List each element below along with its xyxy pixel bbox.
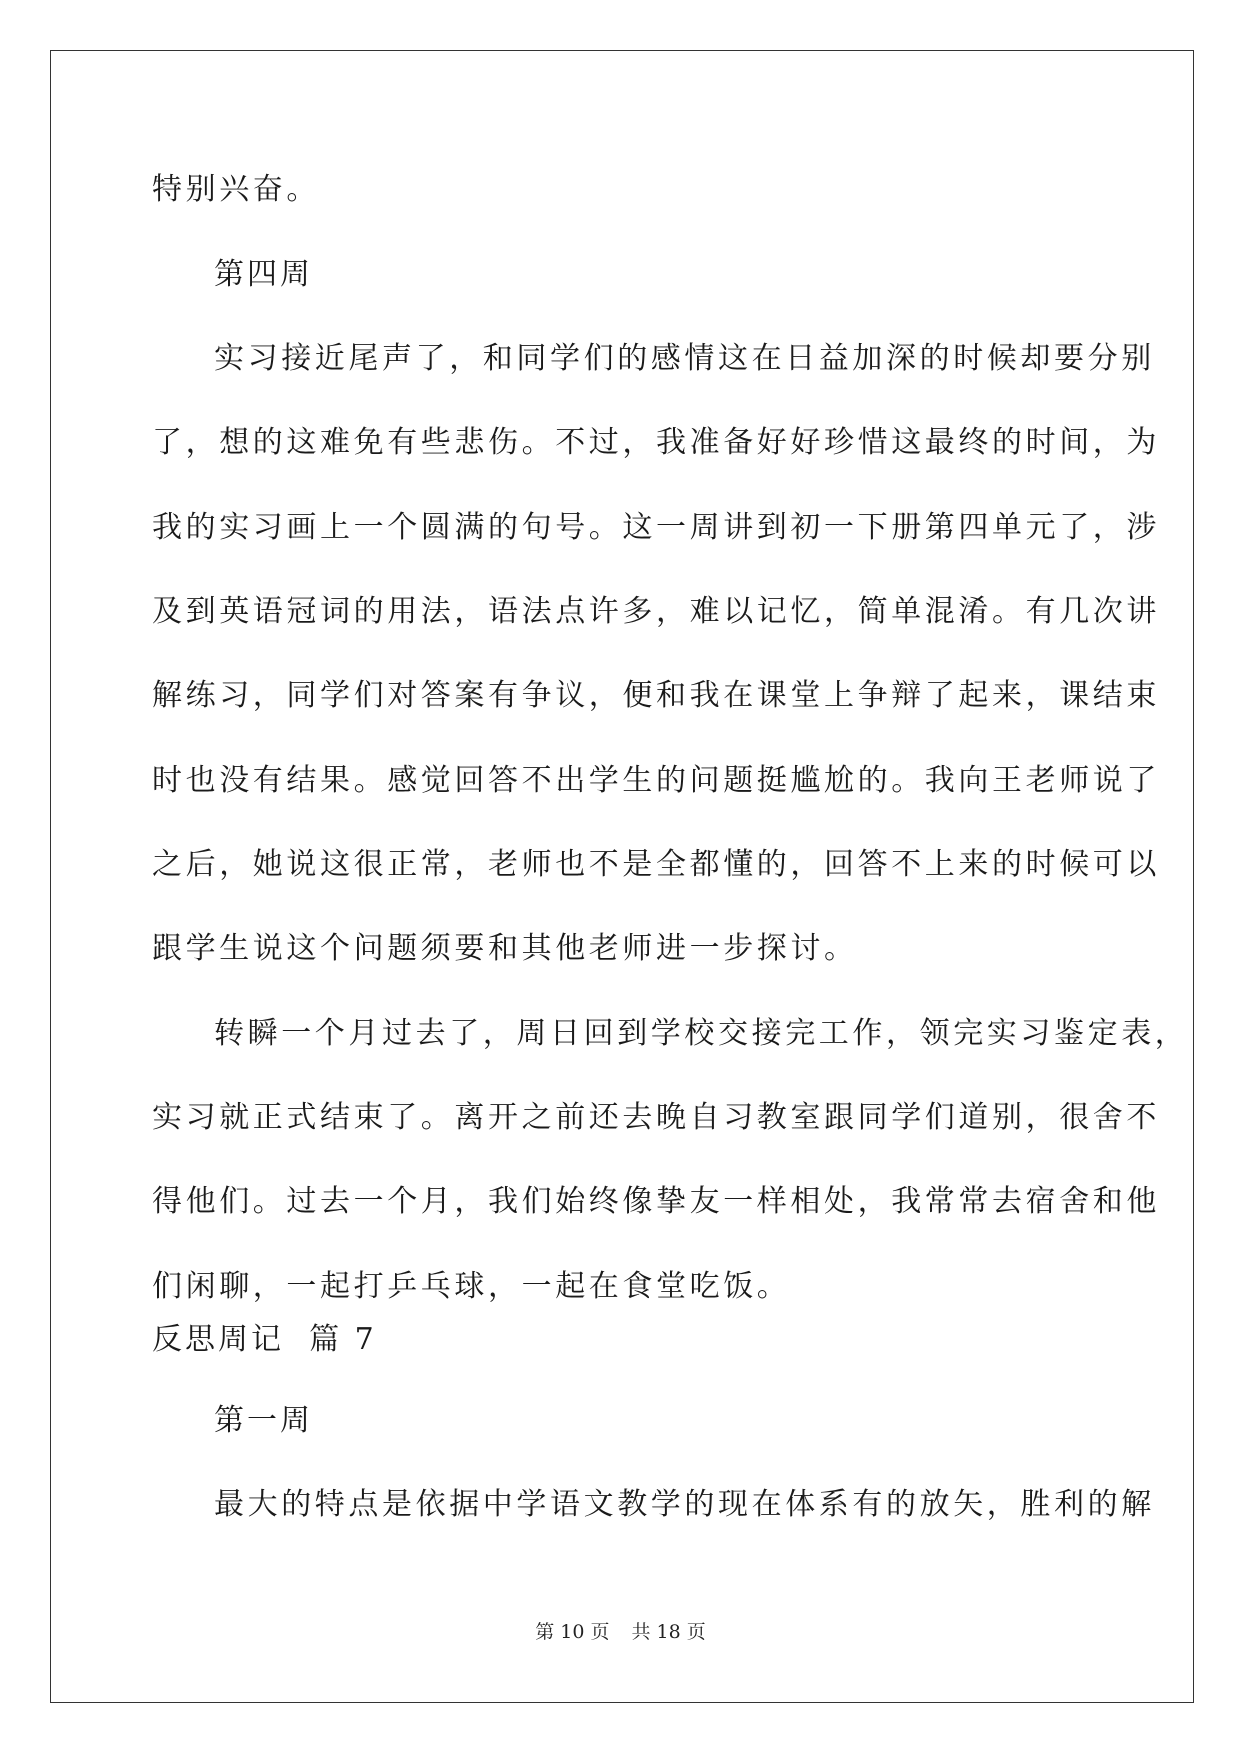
paragraph-line: 最大的特点是依据中学语文教学的现在体系有的放矢，胜利的解 — [214, 1487, 1155, 1522]
paragraph-line: 了，想的这难免有些悲伤。不过，我准备好好珍惜这最终的时间，为 — [152, 425, 1160, 460]
paragraph-line: 我的实习画上一个圆满的句号。这一周讲到初一下册第四单元了，涉 — [152, 510, 1160, 545]
paragraph-line: 们闲聊，一起打乒乓球，一起在食堂吃饭。 — [152, 1269, 791, 1304]
section-heading: 第一周 — [214, 1403, 313, 1438]
paragraph-line: 之后，她说这很正常，老师也不是全都懂的，回答不上来的时候可以 — [152, 847, 1160, 882]
page-number: 第 10 页 — [535, 1621, 610, 1643]
paragraph-line: 实习接近尾声了，和同学们的感情这在日益加深的时候却要分别 — [214, 341, 1155, 376]
paragraph-line: 解练习，同学们对答案有争议，便和我在课堂上争辩了起来，课结束 — [152, 678, 1160, 713]
paragraph-line: 实习就正式结束了。离开之前还去晚自习教室跟同学们道别，很舍不 — [152, 1100, 1160, 1135]
paragraph-line: 及到英语冠词的用法，语法点许多，难以记忆，简单混淆。有几次讲 — [152, 594, 1160, 629]
page-footer — [0, 1620, 1241, 1644]
paragraph-line: 时也没有结果。感觉回答不出学生的问题挺尴尬的。我向王老师说了 — [152, 763, 1160, 798]
page-total: 共 18 页 — [631, 1621, 706, 1643]
paragraph-line: 转瞬一个月过去了，周日回到学校交接完工作，领完实习鉴定表， — [214, 1016, 1189, 1051]
body-line: 特别兴奋。 — [152, 172, 320, 207]
paragraph-line: 得他们。过去一个月，我们始终像挚友一样相处，我常常去宿舍和他 — [152, 1184, 1160, 1219]
section-heading: 第四周 — [214, 257, 313, 292]
paragraph-line: 跟学生说这个问题须要和其他老师进一步探讨。 — [152, 931, 858, 966]
article-title: 反思周记 篇 7 — [152, 1322, 377, 1357]
